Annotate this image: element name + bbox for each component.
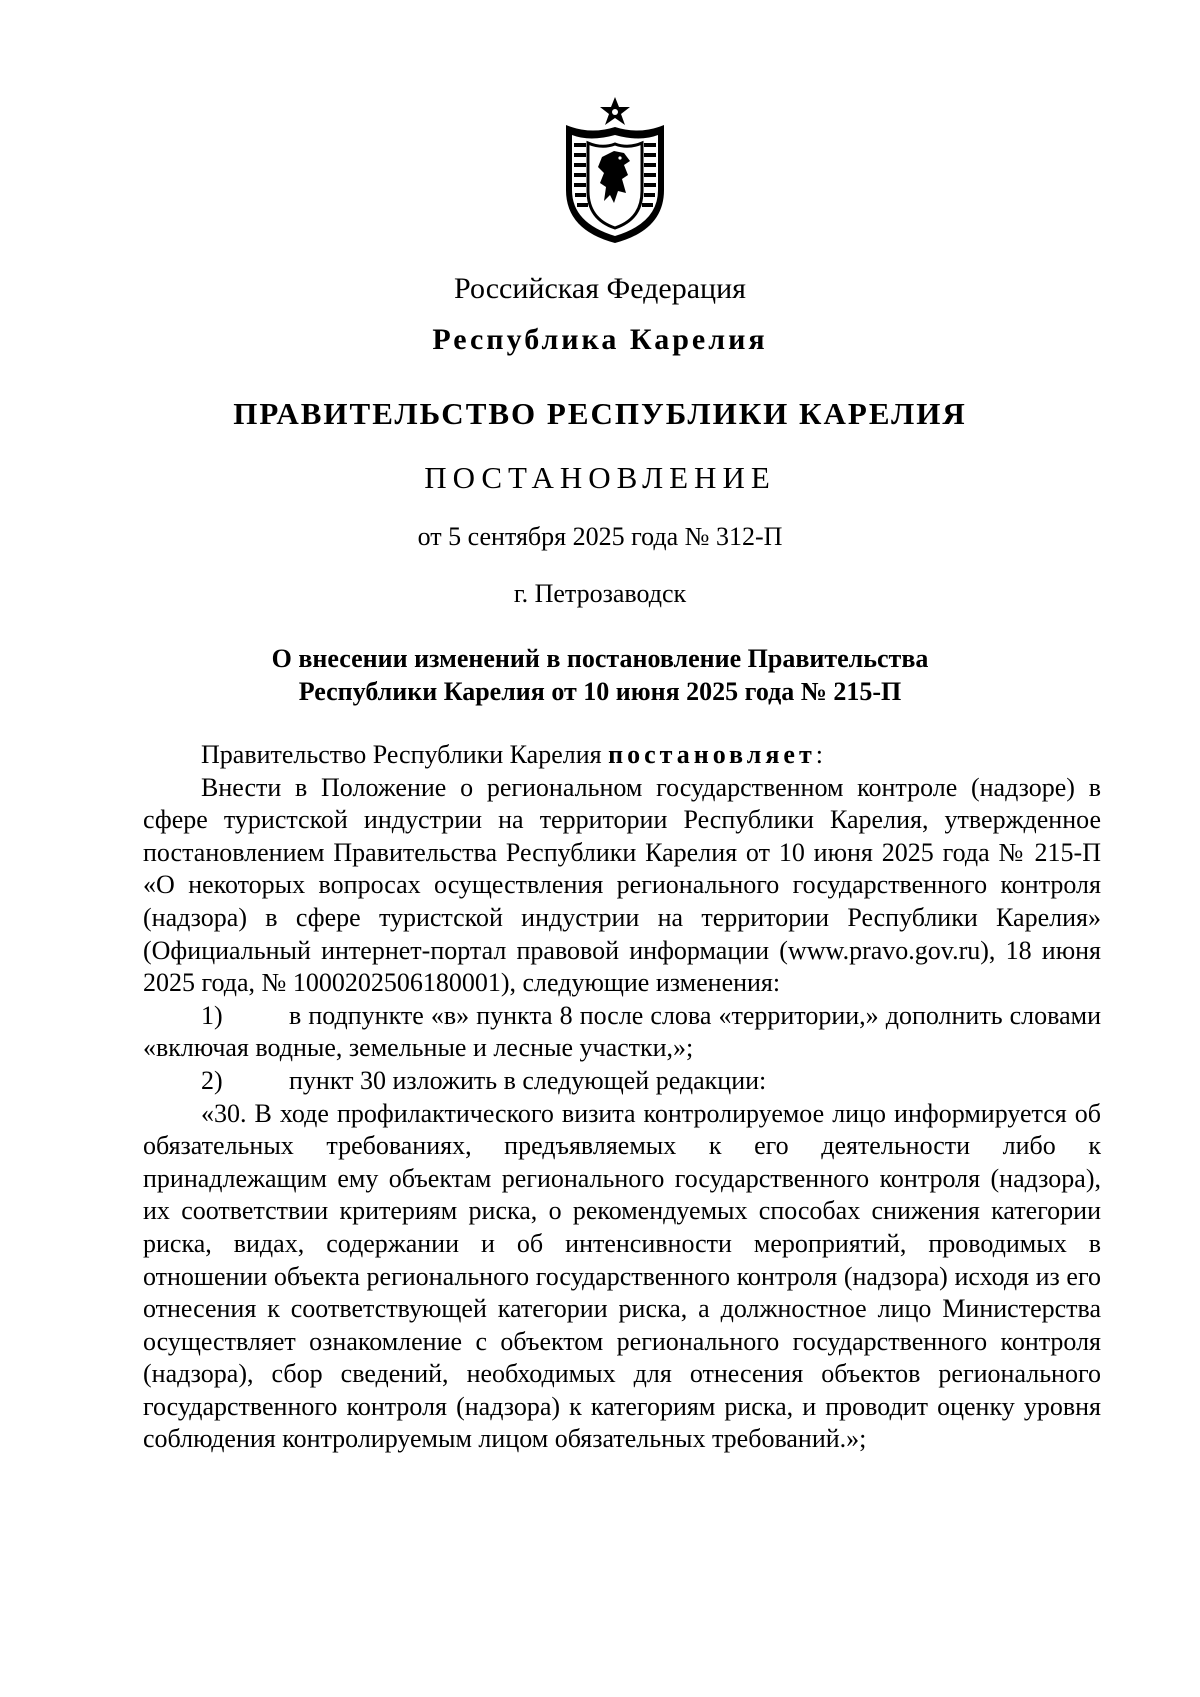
document-body xyxy=(143,739,1101,1456)
document-type: ПОСТАНОВЛЕНИЕ xyxy=(424,460,776,495)
list-item-2-text: пункт 30 изложить в следующей редакции: xyxy=(289,1065,767,1095)
list-item-1 xyxy=(143,1000,1101,1065)
list-item-2-number: 2) xyxy=(201,1065,223,1095)
government-name: ПРАВИТЕЛЬСТВО РЕСПУБЛИКИ КАРЕЛИЯ xyxy=(233,396,967,431)
country-name: Российская Федерация xyxy=(454,272,746,305)
intro-verb: постановляет xyxy=(608,740,816,769)
intro-prefix: Правительство Республики Карелия xyxy=(201,740,609,769)
document-city: г. Петрозаводск xyxy=(513,579,687,608)
paragraph-30: «30. В ходе профилактического визита контролируемое лицо информируется об обязательных требованиях, предъявляемых к его деятельности либо к принадлежащим ему объектам регионального государственного контроля (надзора), их соответствии критериям риска, о рекомендуемых способах снижения категории риска, видах, содержании и об интенсивности мероприятий, проводимых в отношении объекта регионального государственного контроля (надзора) исходя из его отнесения к соответствующей категории риска, а должностное лицо Министерства осуществляет ознакомление с объектом регионального государственного контроля (надзора), сбор сведений, необходимых для отнесения объектов регионального государственного контроля (надзора) к категориям риска, и проводит оценку уровня соблюдения контролируемым лицом обязательных требований.»; xyxy=(143,1098,1101,1454)
list-item-2 xyxy=(143,1065,1101,1098)
document-date-number: от 5 сентября 2025 года № 312-П xyxy=(417,522,783,551)
intro-paragraph xyxy=(143,739,1101,772)
document-title xyxy=(0,642,1200,708)
document-title-line-2: Республики Карелия от 10 июня 2025 года № 215-П xyxy=(298,677,902,706)
document-title-line-1: О внесении изменений в постановление Правительства xyxy=(271,644,929,673)
list-item-1-text: в подпункте «в» пункта 8 после слова «территории,» дополнить словами «включая водные, земельные и лесные участки,»; xyxy=(143,1000,1101,1063)
list-item-1-number: 1) xyxy=(201,1000,223,1030)
intro-suffix: : xyxy=(815,740,823,769)
republic-name: Республика Карелия xyxy=(432,323,768,356)
paragraph-main: Внести в Положение о региональном государственном контроле (надзоре) в сфере туристской индустрии на территории Республики Карелия, утвержденное постановлением Правительства Республики Карелия от 10 июня 2025 года № 215-П «О некоторых вопросах осуществления регионального государственного контроля (надзора) в сфере туристской индустрии на территории Республики Карелия» (Официальный интернет-портал правовой информации (www.pravo.gov.ru), 18 июня 2025 года, № 1000202506180001), следующие изменения: xyxy=(143,772,1101,998)
karelia-coat-of-arms-icon xyxy=(562,95,668,245)
